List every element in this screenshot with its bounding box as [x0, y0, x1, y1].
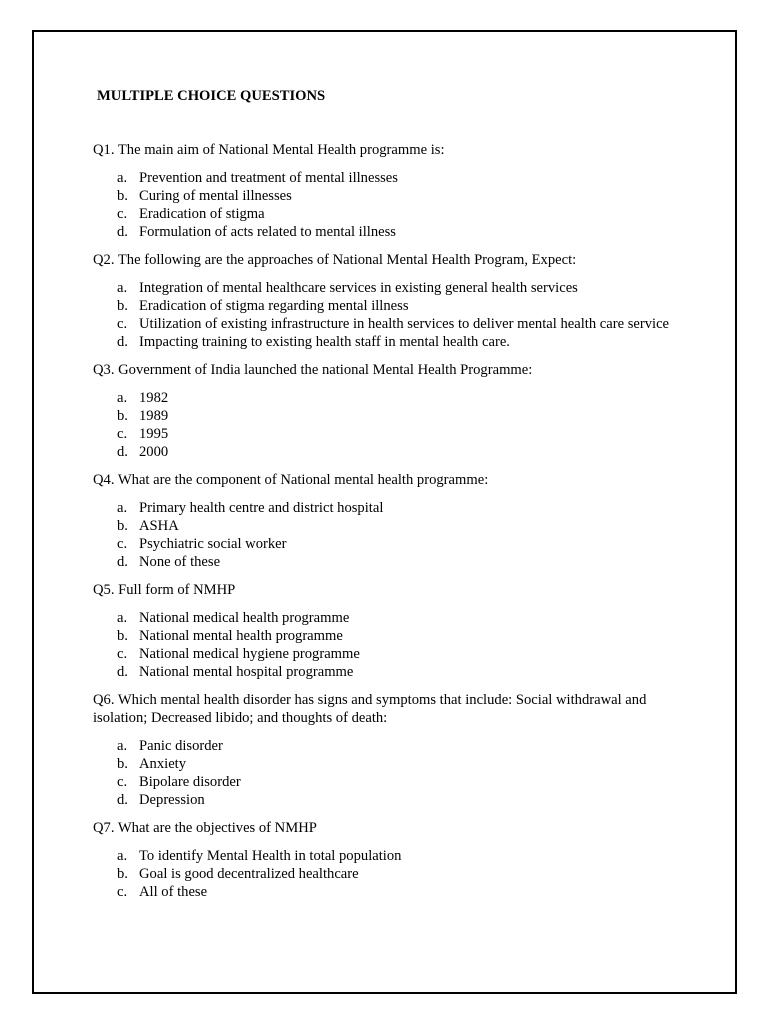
option-item — [93, 553, 673, 571]
option-text: Anxiety — [139, 756, 187, 772]
option-text: Integration of mental healthcare services in existing general health services — [139, 280, 578, 296]
option-text: ASHA — [139, 518, 179, 534]
option-text: National mental hospital programme — [139, 664, 354, 680]
option-item — [93, 333, 673, 351]
option-letter: d. — [117, 224, 128, 240]
option-list — [93, 847, 673, 901]
option-list — [93, 169, 673, 241]
option-item — [93, 865, 673, 883]
option-text: Depression — [139, 792, 205, 808]
question-block — [93, 361, 673, 461]
question-block — [93, 251, 673, 351]
option-item — [93, 755, 673, 773]
option-item — [93, 169, 673, 187]
option-letter: a. — [117, 280, 128, 296]
question-text: Q1. The main aim of National Mental Health programme is: — [93, 142, 445, 158]
option-item — [93, 663, 673, 681]
option-text: National medical health programme — [139, 610, 350, 626]
option-item — [93, 315, 673, 333]
option-item — [93, 297, 673, 315]
option-item — [93, 645, 673, 663]
option-letter: b. — [117, 408, 128, 424]
option-letter: c. — [117, 426, 128, 442]
question-text: Q4. What are the component of National mental health programme: — [93, 472, 489, 488]
option-text: Formulation of acts related to mental illness — [139, 224, 396, 240]
question-text: Q3. Government of India launched the national Mental Health Programme: — [93, 362, 533, 378]
option-letter: d. — [117, 664, 128, 680]
option-item — [93, 627, 673, 645]
option-item — [93, 737, 673, 755]
option-text: National mental health programme — [139, 628, 343, 644]
option-item — [93, 609, 673, 627]
option-list — [93, 499, 673, 571]
option-letter: b. — [117, 756, 128, 772]
option-text: None of these — [139, 554, 221, 570]
option-list — [93, 279, 673, 351]
option-text: To identify Mental Health in total population — [139, 848, 402, 864]
option-letter: b. — [117, 298, 128, 314]
option-letter: c. — [117, 884, 128, 900]
option-item — [93, 187, 673, 205]
question-block — [93, 471, 673, 571]
option-item — [93, 847, 673, 865]
option-text: 1995 — [139, 426, 169, 442]
question-block — [93, 819, 673, 901]
option-letter: a. — [117, 738, 128, 754]
option-letter: a. — [117, 848, 128, 864]
option-text: Psychiatric social worker — [139, 536, 287, 552]
option-item — [93, 223, 673, 241]
option-item — [93, 499, 673, 517]
option-item — [93, 443, 673, 461]
option-list — [93, 737, 673, 809]
option-text: 1989 — [139, 408, 169, 424]
option-list — [93, 389, 673, 461]
option-item — [93, 389, 673, 407]
option-letter: c. — [117, 774, 128, 790]
option-item — [93, 535, 673, 553]
option-list — [93, 609, 673, 681]
option-text: Utilization of existing infrastructure in health services to deliver mental health care service — [139, 316, 670, 332]
option-text: Eradication of stigma regarding mental illness — [139, 298, 409, 314]
option-text: Bipolare disorder — [139, 774, 241, 790]
option-text: National medical hygiene programme — [139, 646, 360, 662]
option-text: Panic disorder — [139, 738, 223, 754]
option-text: 1982 — [139, 390, 169, 406]
option-letter: b. — [117, 866, 128, 882]
option-letter: a. — [117, 390, 128, 406]
question-text: Q5. Full form of NMHP — [93, 582, 236, 598]
option-letter: c. — [117, 536, 128, 552]
option-letter: c. — [117, 316, 128, 332]
option-item — [93, 791, 673, 809]
option-text: All of these — [139, 884, 208, 900]
option-letter: d. — [117, 444, 128, 460]
option-letter: b. — [117, 518, 128, 534]
question-list — [93, 141, 673, 901]
question-block — [93, 141, 673, 241]
option-item — [93, 517, 673, 535]
question-block — [93, 581, 673, 681]
option-item — [93, 407, 673, 425]
document-title: MULTIPLE CHOICE QUESTIONS — [97, 88, 326, 104]
option-letter: d. — [117, 334, 128, 350]
option-text: Eradication of stigma — [139, 206, 265, 222]
question-text: Q7. What are the objectives of NMHP — [93, 820, 317, 836]
option-letter: c. — [117, 646, 128, 662]
option-text: 2000 — [139, 444, 169, 460]
option-letter: d. — [117, 792, 128, 808]
option-text: Primary health centre and district hospital — [139, 500, 384, 516]
question-block — [93, 691, 673, 809]
option-letter: b. — [117, 188, 128, 204]
option-item — [93, 205, 673, 223]
option-item — [93, 883, 673, 901]
option-item — [93, 773, 673, 791]
question-text: Q2. The following are the approaches of National Mental Health Program, Expect: — [93, 252, 577, 268]
option-letter: d. — [117, 554, 128, 570]
option-letter: b. — [117, 628, 128, 644]
option-letter: a. — [117, 610, 128, 626]
option-text: Goal is good decentralized healthcare — [139, 866, 359, 882]
option-text: Curing of mental illnesses — [139, 188, 292, 204]
question-text: Q6. Which mental health disorder has signs and symptoms that include: Social withdrawal and isolation; Decreased libido; and thoughts of death: — [93, 692, 647, 726]
option-letter: a. — [117, 500, 128, 516]
option-item — [93, 279, 673, 297]
option-item — [93, 425, 673, 443]
option-letter: c. — [117, 206, 128, 222]
document-content — [93, 87, 673, 911]
option-text: Prevention and treatment of mental illnesses — [139, 170, 398, 186]
option-letter: a. — [117, 170, 128, 186]
option-text: Impacting training to existing health staff in mental health care. — [139, 334, 510, 350]
